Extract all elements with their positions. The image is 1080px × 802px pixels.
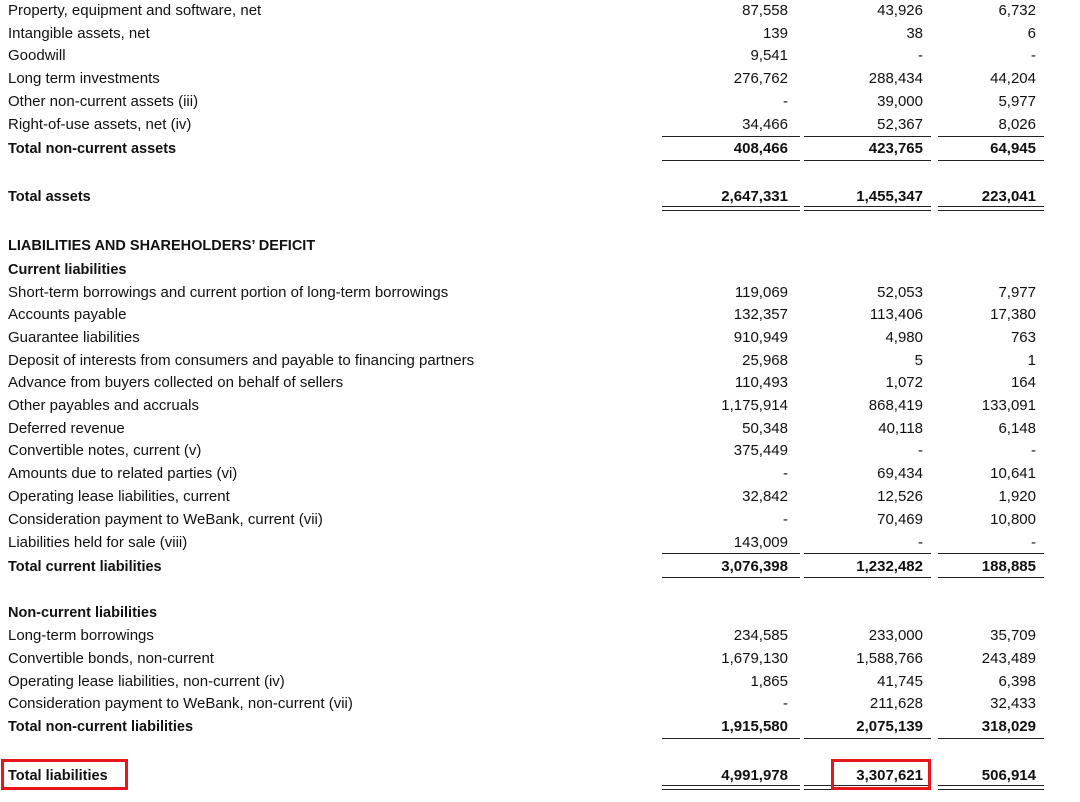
value-col1: -: [783, 695, 788, 712]
row-goodwill: [0, 45, 1080, 67]
value-col2: 423,765: [868, 140, 923, 157]
total-rule: [938, 160, 1044, 161]
value-col1: 32,842: [742, 488, 788, 505]
row-accounts-payable: [0, 304, 1080, 326]
value-col3: 763: [1010, 329, 1036, 346]
total-rule: [662, 738, 800, 739]
value-col3: 164: [1010, 374, 1036, 391]
value-col2: 52,367: [877, 116, 923, 133]
value-col1: 87,558: [742, 2, 788, 19]
value-col3: 318,029: [981, 718, 1036, 735]
value-col2: 4,980: [885, 329, 923, 346]
value-col1: 9,541: [750, 47, 788, 64]
value-col3: 32,433: [990, 695, 1036, 712]
value-col2: 52,053: [877, 284, 923, 301]
value-col1: 1,679,130: [721, 650, 788, 667]
row-label: Intangible assets, net: [8, 25, 150, 42]
value-col3: 6,732: [998, 2, 1036, 19]
row-label: Convertible bonds, non-current: [8, 650, 214, 667]
highlight-box-total-liabilities-value: [831, 759, 931, 790]
row-guarantee-liabilities: [0, 327, 1080, 349]
value-col1: 2,647,331: [721, 188, 788, 205]
value-col2: 69,434: [877, 465, 923, 482]
row-long-term-borrowings: [0, 625, 1080, 647]
value-col1: 139: [762, 25, 788, 42]
value-col1: 1,915,580: [721, 718, 788, 735]
value-col1: 132,357: [733, 306, 788, 323]
value-col3: 6,398: [998, 673, 1036, 690]
value-col3: -: [1031, 442, 1036, 459]
double-rule: [938, 785, 1044, 790]
value-col1: 110,493: [734, 374, 788, 391]
subtotal-rule: [662, 553, 800, 554]
row-label: Deposit of interests from consumers and payable to financing partners: [8, 352, 475, 369]
row-label: Other non-current assets (iii): [8, 93, 199, 110]
value-col1: 25,968: [742, 352, 788, 369]
row-long-term-investments: [0, 68, 1080, 90]
value-col1: 234,585: [733, 627, 788, 644]
row-label: Amounts due to related parties (vi): [8, 465, 238, 482]
row-webank-current: [0, 509, 1080, 531]
value-col3: 10,800: [990, 511, 1036, 528]
row-label: Total non-current liabilities: [8, 719, 194, 735]
value-col3: -: [1031, 534, 1036, 551]
value-col1: 143,009: [733, 534, 788, 551]
value-col3: 44,204: [990, 70, 1036, 87]
row-label: Convertible notes, current (v): [8, 442, 202, 459]
value-col2: 2,075,139: [856, 718, 923, 735]
double-rule: [662, 785, 800, 790]
double-rule: [662, 206, 800, 211]
row-label: Guarantee liabilities: [8, 329, 140, 346]
row-label: Operating lease liabilities, current: [8, 488, 230, 505]
value-col1: 910,949: [733, 329, 788, 346]
row-deposit-of-interests: [0, 350, 1080, 372]
row-liabilities-held-for-sale: [0, 532, 1080, 554]
row-label: Property, equipment and software, net: [8, 2, 262, 19]
total-rule: [804, 738, 931, 739]
value-col2: 5: [914, 352, 923, 369]
value-col2: -: [918, 442, 923, 459]
value-col2: 1,072: [885, 374, 923, 391]
row-total-current-liabilities: [0, 556, 1080, 578]
value-col1: -: [783, 465, 788, 482]
value-col1: 1,865: [750, 673, 788, 690]
row-label: Accounts payable: [8, 306, 127, 323]
row-label: Total assets: [8, 189, 91, 205]
value-col3: 10,641: [990, 465, 1036, 482]
row-short-term-borrowings: [0, 282, 1080, 304]
row-amounts-due-related-parties: [0, 463, 1080, 485]
value-col1: 408,466: [733, 140, 788, 157]
value-col3: 6,148: [998, 420, 1036, 437]
row-webank-non-current: [0, 693, 1080, 715]
value-col1: -: [783, 93, 788, 110]
section-heading-current-liabilities: [0, 259, 1080, 281]
row-label: Consideration payment to WeBank, non-current (vii): [8, 695, 353, 712]
section-heading: LIABILITIES AND SHAREHOLDERS’ DEFICIT: [8, 238, 316, 254]
total-rule: [804, 160, 931, 161]
value-col3: 1: [1027, 352, 1036, 369]
highlight-box-total-liabilities-label: [1, 759, 128, 790]
row-label: Advance from buyers collected on behalf of sellers: [8, 374, 344, 391]
row-label: Long-term borrowings: [8, 627, 154, 644]
row-property-equipment: [0, 0, 1080, 22]
row-total-non-current-liabilities: [0, 716, 1080, 738]
value-col2: 1,588,766: [856, 650, 923, 667]
value-col2: 3,307,621: [856, 767, 923, 784]
value-col3: 17,380: [990, 306, 1036, 323]
subtotal-rule: [938, 136, 1044, 137]
value-col1: 119,069: [734, 284, 788, 301]
section-heading: Non-current liabilities: [8, 605, 158, 621]
row-label: Consideration payment to WeBank, current (vii): [8, 511, 323, 528]
value-col2: 113,406: [869, 306, 923, 323]
section-heading-non-current-liabilities: [0, 602, 1080, 624]
row-convertible-bonds-non-current: [0, 648, 1080, 670]
value-col2: 43,926: [877, 2, 923, 19]
value-col2: 1,455,347: [856, 188, 923, 205]
value-col1: 34,466: [742, 116, 788, 133]
value-col2: -: [918, 47, 923, 64]
subtotal-rule: [662, 136, 800, 137]
subtotal-rule: [804, 553, 931, 554]
value-col3: 223,041: [981, 188, 1036, 205]
row-total-non-current-assets: [0, 138, 1080, 160]
row-label: Right-of-use assets, net (iv): [8, 116, 192, 133]
row-label: Long term investments: [8, 70, 160, 87]
row-other-payables: [0, 395, 1080, 417]
value-col3: 6: [1027, 25, 1036, 42]
row-label: Total liabilities: [8, 768, 108, 784]
total-rule: [804, 577, 931, 578]
value-col2: 211,628: [869, 695, 923, 712]
value-col2: 1,232,482: [856, 558, 923, 575]
value-col2: 41,745: [877, 673, 923, 690]
row-label: Short-term borrowings and current portion of long-term borrowings: [8, 284, 449, 301]
row-other-non-current-assets: [0, 91, 1080, 113]
value-col2: 40,118: [878, 420, 923, 437]
row-label: Goodwill: [8, 47, 66, 64]
total-rule: [662, 577, 800, 578]
row-deferred-revenue: [0, 418, 1080, 440]
value-col2: 70,469: [877, 511, 923, 528]
value-col2: 288,434: [868, 70, 923, 87]
value-col2: -: [918, 534, 923, 551]
value-col1: 50,348: [742, 420, 788, 437]
value-col3: 64,945: [990, 140, 1036, 157]
double-rule: [938, 206, 1044, 211]
row-operating-lease-non-current: [0, 671, 1080, 693]
value-col3: 1,920: [998, 488, 1036, 505]
value-col2: 38: [906, 25, 923, 42]
value-col3: 8,026: [998, 116, 1036, 133]
value-col3: 133,091: [981, 397, 1036, 414]
value-col1: 1,175,914: [721, 397, 788, 414]
value-col3: 243,489: [981, 650, 1036, 667]
value-col3: 7,977: [998, 284, 1036, 301]
subtotal-rule: [938, 553, 1044, 554]
row-label: Total non-current assets: [8, 141, 177, 157]
value-col3: 5,977: [998, 93, 1036, 110]
row-label: Operating lease liabilities, non-current (iv): [8, 673, 285, 690]
value-col3: 506,914: [981, 767, 1036, 784]
total-rule: [938, 577, 1044, 578]
row-intangible-assets: [0, 23, 1080, 45]
row-operating-lease-current: [0, 486, 1080, 508]
row-advance-from-buyers: [0, 372, 1080, 394]
row-right-of-use-assets: [0, 114, 1080, 136]
value-col1: 276,762: [733, 70, 788, 87]
row-label: Total current liabilities: [8, 559, 162, 575]
value-col2: 233,000: [868, 627, 923, 644]
value-col1: 3,076,398: [721, 558, 788, 575]
row-total-assets: [0, 186, 1080, 208]
row-label: Other payables and accruals: [8, 397, 199, 414]
value-col3: 35,709: [990, 627, 1036, 644]
value-col2: 12,526: [877, 488, 923, 505]
value-col1: 4,991,978: [721, 767, 788, 784]
total-rule: [938, 738, 1044, 739]
value-col3: 188,885: [981, 558, 1036, 575]
value-col1: 375,449: [733, 442, 788, 459]
row-convertible-notes-current: [0, 440, 1080, 462]
value-col1: -: [783, 511, 788, 528]
value-col2: 39,000: [877, 93, 923, 110]
section-heading-liabilities: [0, 235, 1080, 257]
value-col2: 868,419: [868, 397, 923, 414]
section-heading: Current liabilities: [8, 262, 127, 278]
row-label: Liabilities held for sale (viii): [8, 534, 188, 551]
row-label: Deferred revenue: [8, 420, 125, 437]
total-rule: [662, 160, 800, 161]
value-col3: -: [1031, 47, 1036, 64]
subtotal-rule: [804, 136, 931, 137]
double-rule: [804, 206, 931, 211]
